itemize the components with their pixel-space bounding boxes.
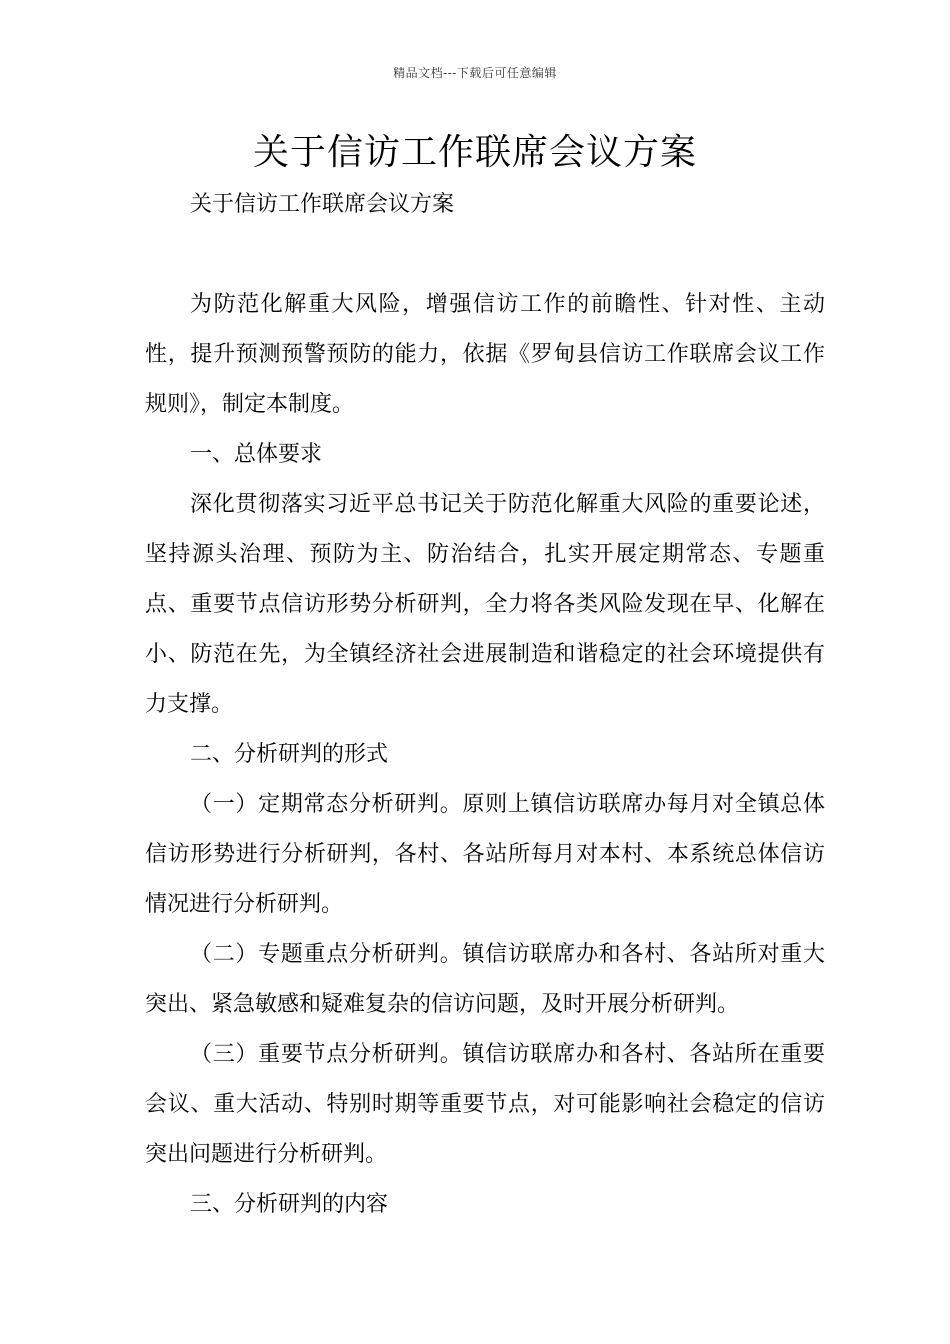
section-heading-3: 三、分析研判的内容 <box>190 1192 389 1217</box>
subtitle-line: 关于信访工作联席会议方案 <box>190 192 455 217</box>
paragraph-item-2: （二）专题重点分析研判。镇信访联席办和各村、各站所对重大突出、紧急敏感和疑难复杂的信访问题，及时开展分析研判。 <box>145 942 825 1017</box>
paragraph-intro: 为防范化解重大风险，增强信访工作的前瞻性、针对性、主动性，提升预测预警预防的能力，依据《罗甸县信访工作联席会议工作规则》，制定本制度。 <box>145 292 825 417</box>
document-body <box>145 180 825 1230</box>
paragraph-general-requirements: 深化贯彻落实习近平总书记关于防范化解重大风险的重要论述，坚持源头治理、预防为主、防治结合，扎实开展定期常态、专题重点、重要节点信访形势分析研判，全力将各类风险发现在早、化解在小、防范在先，为全镇经济社会进展制造和谐稳定的社会环境提供有力支撑。 <box>145 492 825 717</box>
header-note: 精品文档---下载后可任意编辑 <box>393 66 557 80</box>
section-heading-1: 一、总体要求 <box>190 442 323 467</box>
section-heading-2: 二、分析研判的形式 <box>190 742 389 767</box>
paragraph-item-3: （三）重要节点分析研判。镇信访联席办和各村、各站所在重要会议、重大活动、特别时期等重要节点，对可能影响社会稳定的信访突出问题进行分析研判。 <box>145 1042 825 1167</box>
document-title: 关于信访工作联席会议方案 <box>252 132 697 173</box>
paragraph-item-1: （一）定期常态分析研判。原则上镇信访联席办每月对全镇总体信访形势进行分析研判，各村、各站所每月对本村、本系统总体信访情况进行分析研判。 <box>145 792 825 917</box>
